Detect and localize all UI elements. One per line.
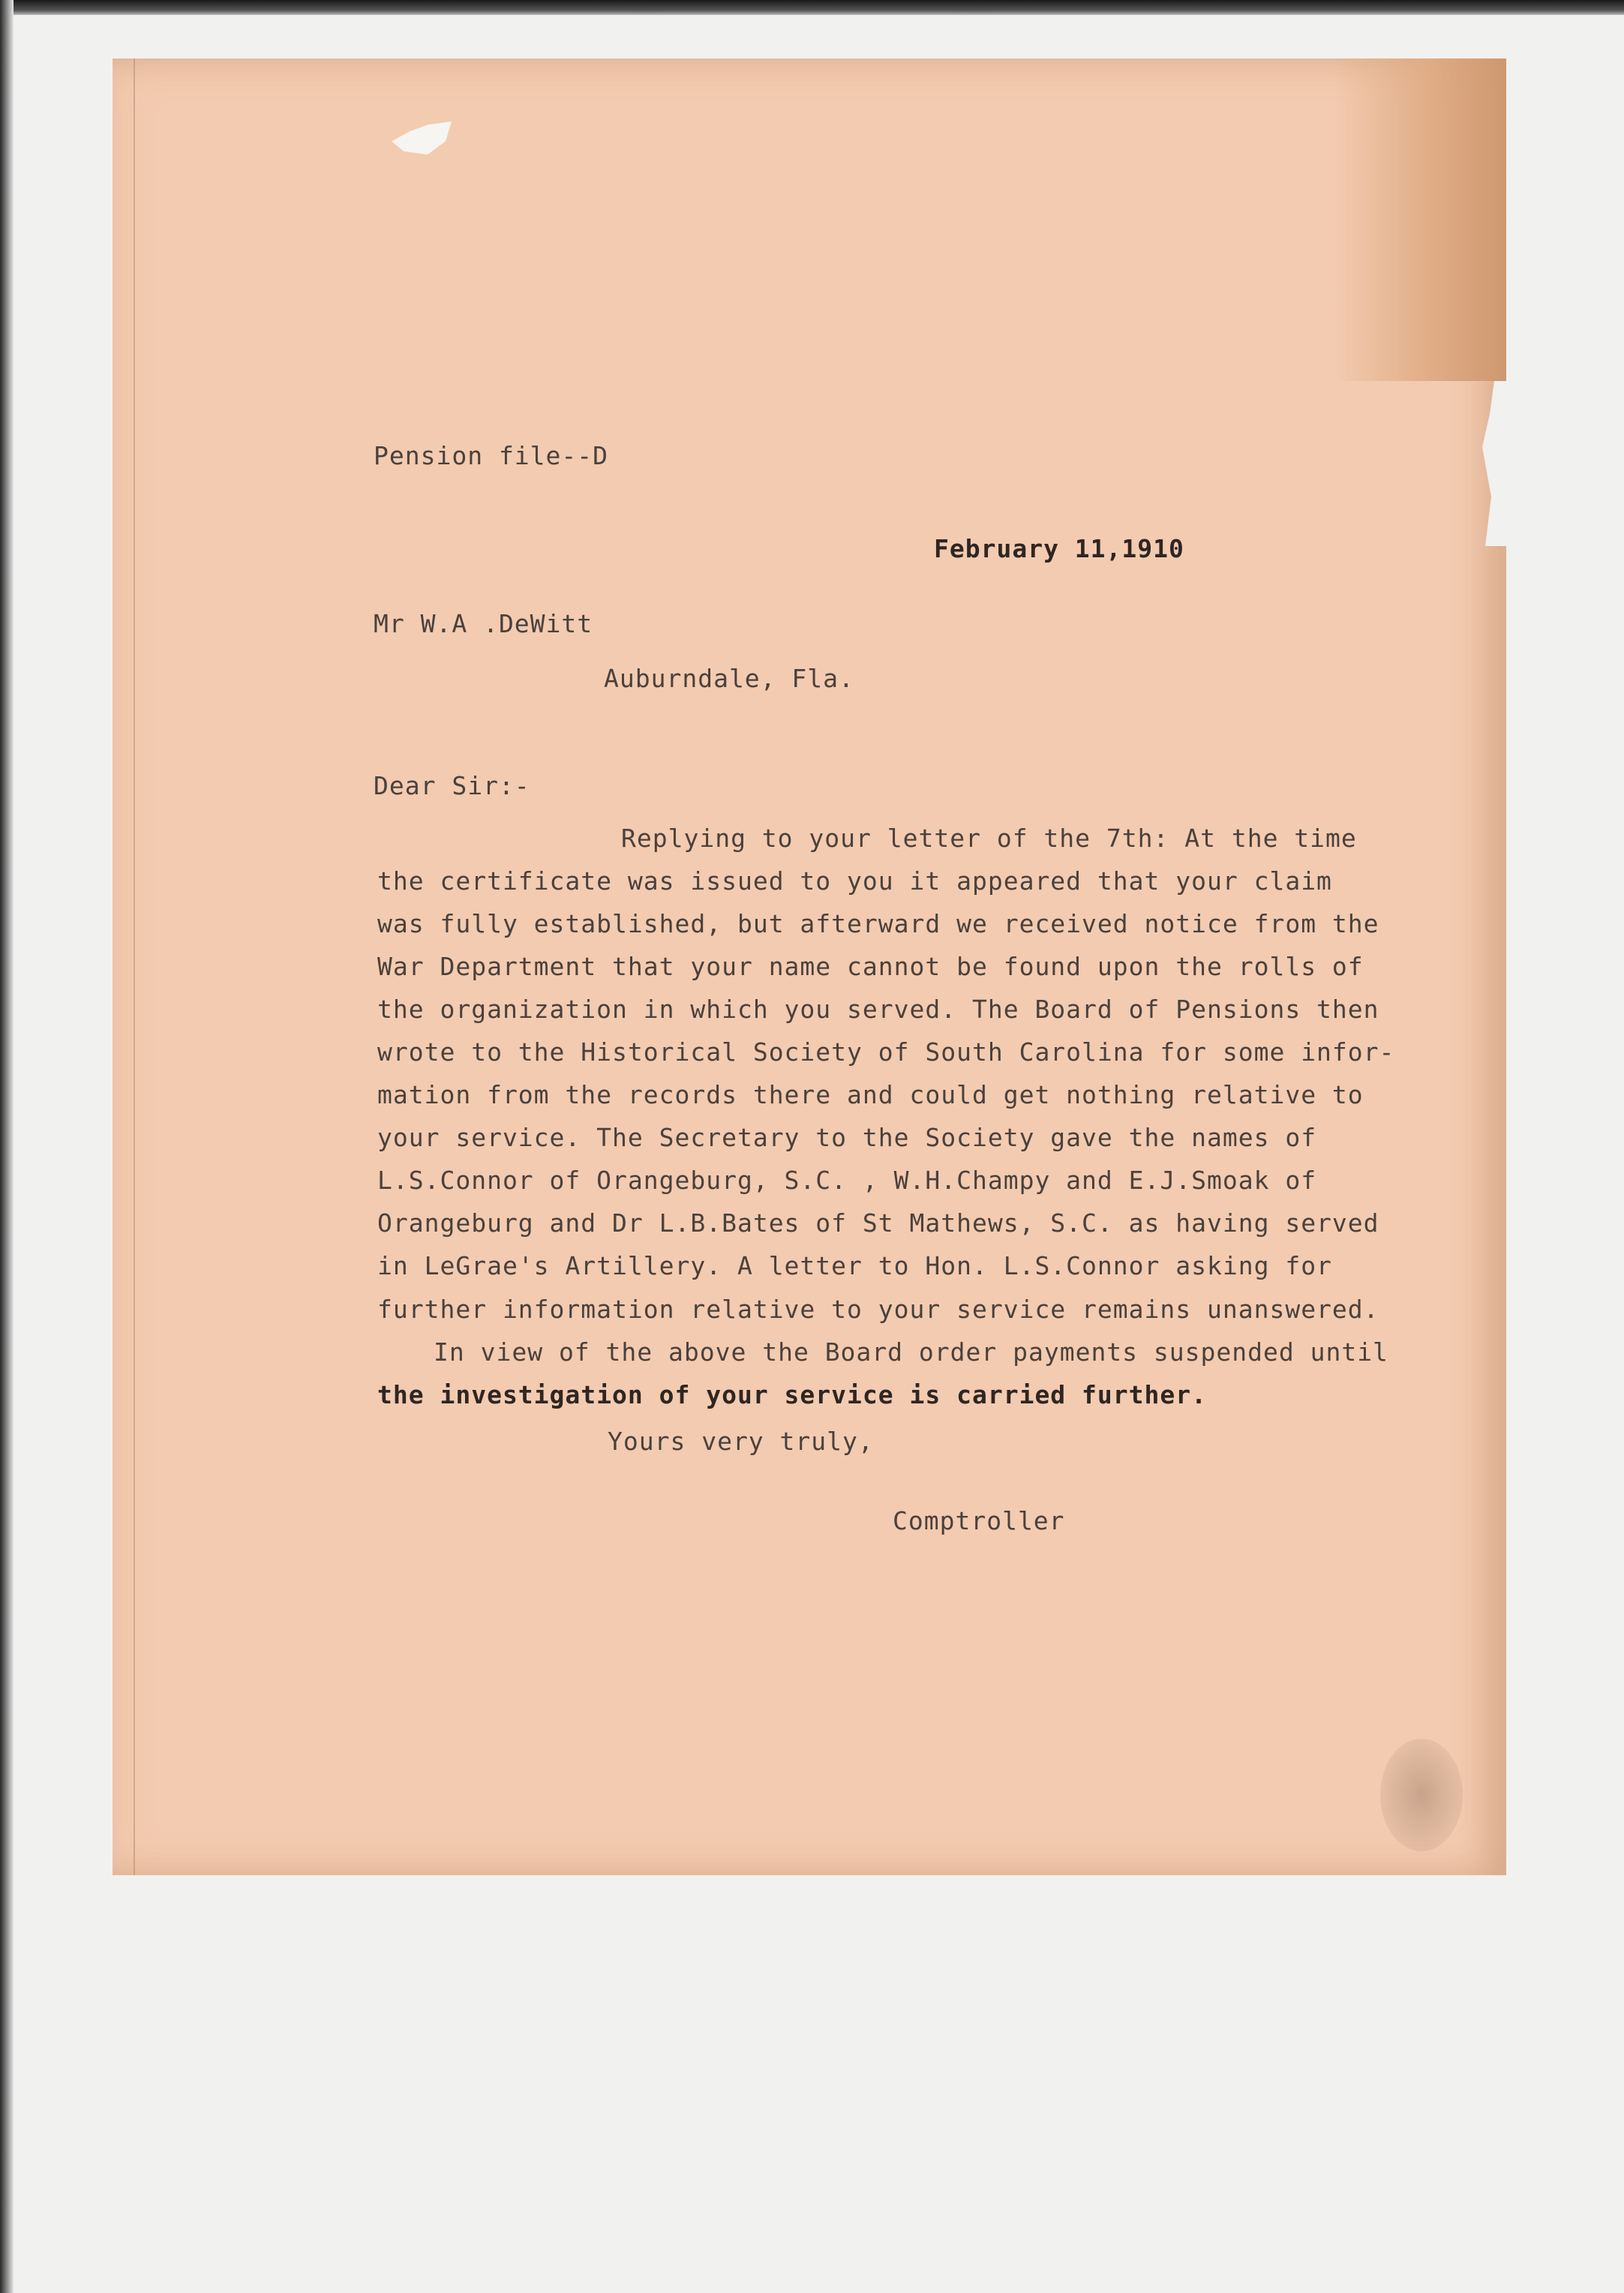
body-line: mation from the records there and could get nothing relative to [377,1080,1364,1109]
body-line: the organization in which you served. The Board of Pensions then [377,995,1379,1024]
letter-date: February 11,1910 [934,534,1184,563]
body-line: in LeGrae's Artillery. A letter to Hon. L.S.Connor asking for [377,1251,1332,1280]
addressee-place: Auburndale, Fla. [604,664,854,693]
body-line: your service. The Secretary to the Society gave the names of [377,1123,1317,1152]
addressee-name: Mr W.A .DeWitt [374,609,593,638]
scan-border-top [0,0,1624,15]
body-line: the investigation of your service is carried further. [377,1380,1207,1409]
body-line: In view of the above the Board order payments suspended until [434,1337,1388,1367]
scan-border-left [0,0,14,2293]
age-stain [1334,59,1506,381]
file-reference: Pension file--D [374,441,609,470]
salutation: Dear Sir:- [374,771,530,800]
torn-edge [1482,381,1512,546]
signature-title: Comptroller [893,1506,1065,1535]
body-line: was fully established, but afterward we received notice from the [377,909,1379,938]
body-line: wrote to the Historical Society of South Carolina for some infor- [377,1037,1395,1067]
body-line: War Department that your name cannot be found upon the rolls of [377,952,1364,981]
body-line: Orangeburg and Dr L.B.Bates of St Mathews, S.C. as having served [377,1208,1379,1238]
body-line: Replying to your letter of the 7th: At the time [621,824,1357,853]
body-line: L.S.Connor of Orangeburg, S.C. , W.H.Champy and E.J.Smoak of [377,1166,1317,1195]
paper-hole [392,122,452,155]
smudge-mark [1380,1739,1463,1851]
closing: Yours very truly, [608,1427,874,1456]
body-line: further information relative to your service remains unanswered. [377,1295,1379,1324]
fold-crease [134,59,135,1875]
body-line: the certificate was issued to you it appeared that your claim [377,866,1332,896]
